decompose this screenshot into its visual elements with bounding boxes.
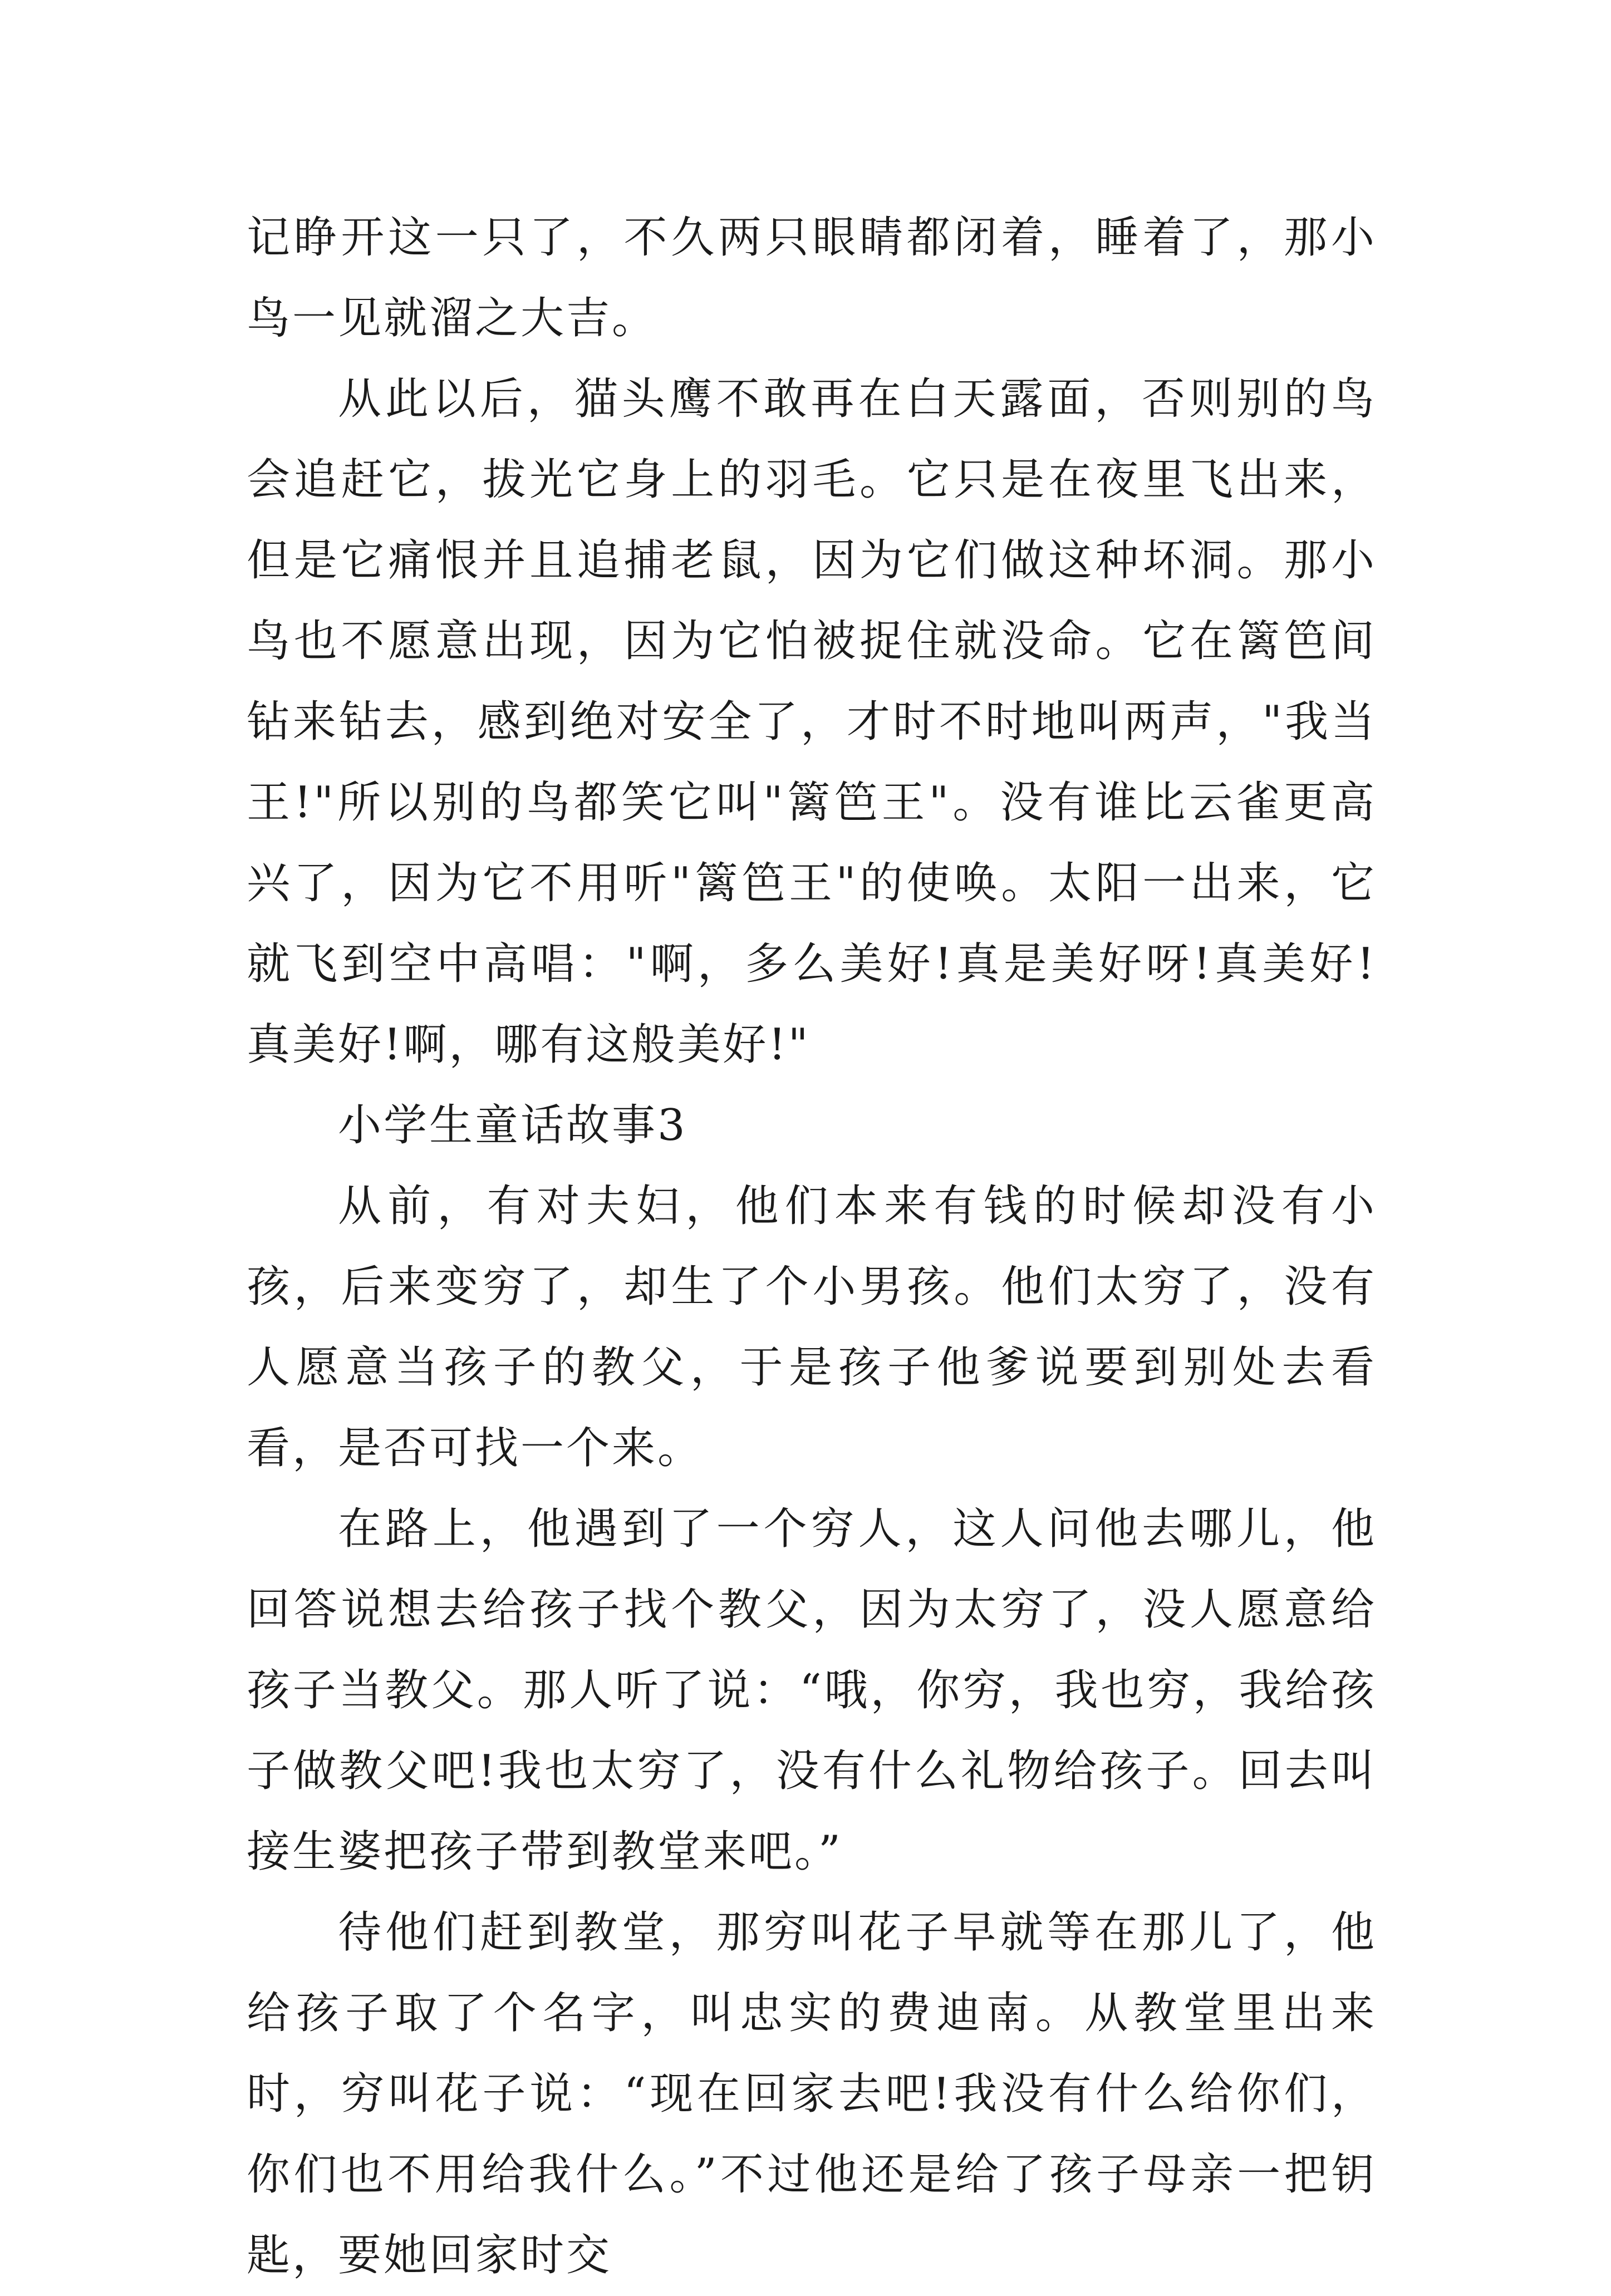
paragraph-church: 待他们赶到教堂，那穷叫花子早就等在那儿了，他给孩子取了个名字，叫忠实的费迪南。从教堂里出来时，穷叫花子说：“现在回家去吧!我没有什么给你们，你们也不用给我什么。”不过他还是给了孩子母亲一把钥匙，要她回家时交 — [247, 1907, 1377, 2280]
paragraph-owl: 从此以后，猫头鹰不敢再在白天露面，否则别的鸟会追赶它，拔光它身上的羽毛。它只是在夜里飞出来，但是它痛恨并且追捕老鼠，因为它们做这种坏洞。那小鸟也不愿意出现，因为它怕被捉住就没命。它在篱笆间钻来钻去，感到绝对安全了，才时不时地叫两声，"我当王!"所以别的鸟都笑它叫"篱笆王"。没有谁比云雀更高兴了，因为它不用听"篱笆王"的使唤。太阳一出来，它就飞到空中高唱："啊，多么美好!真是美好呀!真美好!真美好!啊，哪有这般美好!" — [247, 374, 1377, 1070]
paragraph-continuation: 记睁开这一只了，不久两只眼睛都闭着，睡着了，那小鸟一见就溜之大吉。 — [247, 213, 1377, 343]
story-heading: 小学生童话故事3 — [338, 1100, 687, 1151]
paragraph-couple: 从前，有对夫妇，他们本来有钱的时候却没有小孩，后来变穷了，却生了个小男孩。他们太穷了，没有人愿意当孩子的教父，于是孩子他爹说要到别处去看看，是否可找一个来。 — [247, 1181, 1377, 1473]
paragraph-road: 在路上，他遇到了一个穷人，这人问他去哪儿，他回答说想去给孩子找个教父，因为太穷了，没人愿意给孩子当教父。那人听了说：“哦，你穷，我也穷，我给孩子做教父吧!我也太穷了，没有什么礼物给孩子。回去叫接生婆把孩子带到教堂来吧。” — [247, 1504, 1377, 1877]
document-body — [247, 198, 1377, 2296]
